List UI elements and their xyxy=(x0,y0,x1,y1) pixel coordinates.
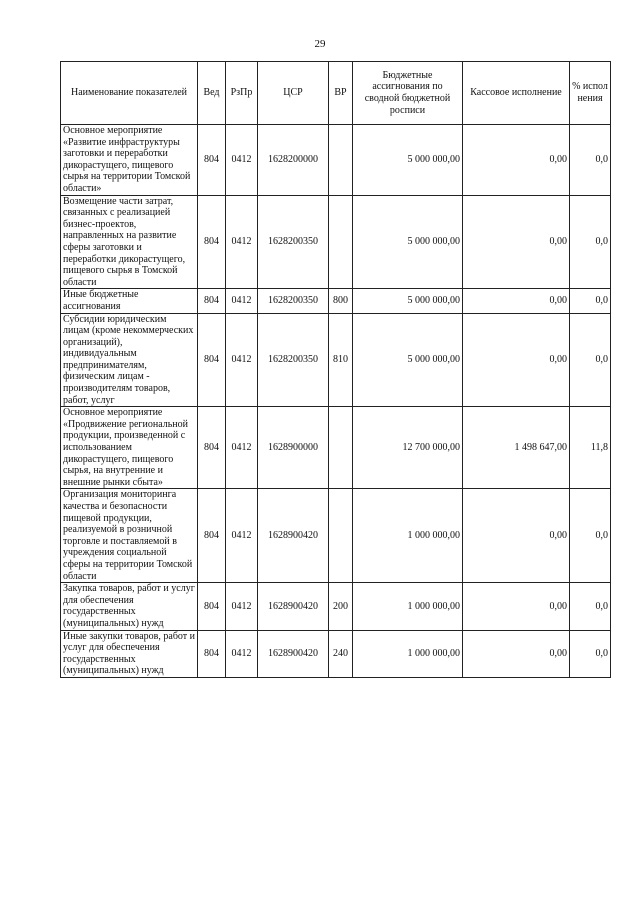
row-name: Иные бюджетные ассигнования xyxy=(61,289,198,313)
row-vr: 810 xyxy=(329,313,353,407)
row-budget: 5 000 000,00 xyxy=(353,289,463,313)
row-ved: 804 xyxy=(198,289,226,313)
row-ved: 804 xyxy=(198,407,226,489)
row-csr: 1628200350 xyxy=(258,289,329,313)
row-vr xyxy=(329,407,353,489)
row-percent: 0,0 xyxy=(570,313,611,407)
row-budget: 5 000 000,00 xyxy=(353,313,463,407)
budget-execution-table xyxy=(60,61,611,678)
row-name: Основное мероприятие «Продвижение региональной продукции, произведенной с использованием дикорастущего, пищевого сырья, на внутренние и внешние рынки сбыта» xyxy=(61,407,198,489)
row-cash: 0,00 xyxy=(463,289,570,313)
row-rzpr: 0412 xyxy=(226,195,258,289)
table-row xyxy=(61,583,611,630)
row-name: Возмещение части затрат, связанных с реализацией бизнес-проектов, направленных на развитие сферы заготовки и переработки дикорастущего, пищевого сырья в Томской области xyxy=(61,195,198,289)
row-percent: 0,0 xyxy=(570,583,611,630)
row-rzpr: 0412 xyxy=(226,407,258,489)
row-cash: 1 498 647,00 xyxy=(463,407,570,489)
row-ved: 804 xyxy=(198,583,226,630)
row-cash: 0,00 xyxy=(463,125,570,196)
table-row xyxy=(61,313,611,407)
row-csr: 1628900420 xyxy=(258,630,329,677)
page-number: 29 xyxy=(314,38,326,50)
row-percent: 0,0 xyxy=(570,630,611,677)
row-rzpr: 0412 xyxy=(226,313,258,407)
row-rzpr: 0412 xyxy=(226,125,258,196)
row-ved: 804 xyxy=(198,125,226,196)
row-budget: 1 000 000,00 xyxy=(353,583,463,630)
row-name: Основное мероприятие «Развитие инфраструктуры заготовки и переработки дикорастущего, пищевого сырья на территории Томской области» xyxy=(61,125,198,196)
header-percent: % испол нения xyxy=(570,62,611,125)
table-row xyxy=(61,407,611,489)
row-vr: 240 xyxy=(329,630,353,677)
row-cash: 0,00 xyxy=(463,583,570,630)
row-csr: 1628900420 xyxy=(258,583,329,630)
row-vr: 800 xyxy=(329,289,353,313)
row-percent: 0,0 xyxy=(570,195,611,289)
row-cash: 0,00 xyxy=(463,313,570,407)
row-budget: 1 000 000,00 xyxy=(353,630,463,677)
header-vr: ВР xyxy=(329,62,353,125)
header-cash: Кассовое исполнение xyxy=(463,62,570,125)
row-percent: 11,8 xyxy=(570,407,611,489)
row-percent: 0,0 xyxy=(570,489,611,583)
row-budget: 1 000 000,00 xyxy=(353,489,463,583)
row-percent: 0,0 xyxy=(570,289,611,313)
row-vr: 200 xyxy=(329,583,353,630)
row-cash: 0,00 xyxy=(463,630,570,677)
row-ved: 804 xyxy=(198,489,226,583)
row-vr xyxy=(329,195,353,289)
header-csr: ЦСР xyxy=(258,62,329,125)
header-rzpr: РзПр xyxy=(226,62,258,125)
row-ved: 804 xyxy=(198,195,226,289)
row-rzpr: 0412 xyxy=(226,583,258,630)
row-vr xyxy=(329,489,353,583)
row-name: Иные закупки товаров, работ и услуг для обеспечения государственных (муниципальных) нужд xyxy=(61,630,198,677)
row-rzpr: 0412 xyxy=(226,289,258,313)
row-csr: 1628200000 xyxy=(258,125,329,196)
row-rzpr: 0412 xyxy=(226,489,258,583)
row-name: Организация мониторинга качества и безопасности пищевой продукции, реализуемой в розничной торговле и поставляемой в учреждения социальной сферы на территории Томской области xyxy=(61,489,198,583)
row-budget: 5 000 000,00 xyxy=(353,195,463,289)
table-row xyxy=(61,125,611,196)
row-percent: 0,0 xyxy=(570,125,611,196)
table-row xyxy=(61,630,611,677)
table-row xyxy=(61,489,611,583)
row-rzpr: 0412 xyxy=(226,630,258,677)
row-vr xyxy=(329,125,353,196)
row-ved: 804 xyxy=(198,313,226,407)
row-cash: 0,00 xyxy=(463,195,570,289)
table-header-row xyxy=(61,62,611,125)
table-row xyxy=(61,195,611,289)
table-row xyxy=(61,289,611,313)
header-budget: Бюджетные ассигнования по сводной бюджетной росписи xyxy=(353,62,463,125)
row-cash: 0,00 xyxy=(463,489,570,583)
row-budget: 5 000 000,00 xyxy=(353,125,463,196)
row-csr: 1628200350 xyxy=(258,195,329,289)
row-name: Закупка товаров, работ и услуг для обеспечения государственных (муниципальных) нужд xyxy=(61,583,198,630)
row-csr: 1628900000 xyxy=(258,407,329,489)
row-csr: 1628900420 xyxy=(258,489,329,583)
header-ved: Вед xyxy=(198,62,226,125)
row-csr: 1628200350 xyxy=(258,313,329,407)
row-budget: 12 700 000,00 xyxy=(353,407,463,489)
row-name: Субсидии юридическим лицам (кроме некоммерческих организаций), индивидуальным предпринимателям, физическим лицам - производителям товаров, работ, услуг xyxy=(61,313,198,407)
row-ved: 804 xyxy=(198,630,226,677)
header-name: Наименование показателей xyxy=(61,62,198,125)
